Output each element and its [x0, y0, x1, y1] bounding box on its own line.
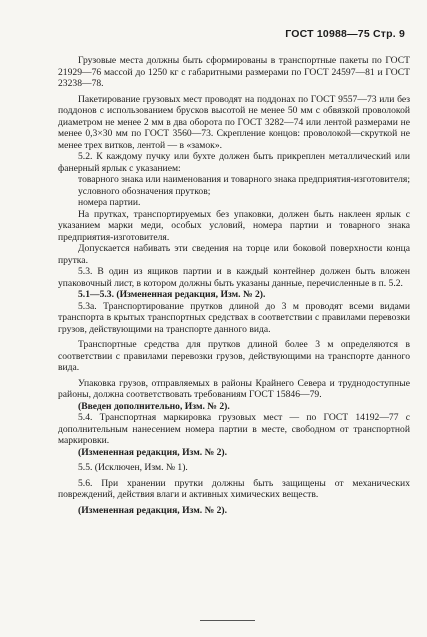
paragraph-unpacked: На прутках, транспортируемых без упаковки, должен быть наклеен ярлык с указанием марки меди, особых условий, номера партии и товарного знака предприятия-изготовителя. [58, 208, 410, 243]
paragraph-5-5: 5.5. (Исключен, Изм. № 1). [78, 462, 188, 473]
amendment-note-5-1-5-3: 5.1—5.3. (Измененная редакция, Изм. № 2). [78, 289, 266, 300]
paragraph-5-2: 5.2. К каждому пучку или бухте должен быть прикреплен металлический или фанерный ярлык с указанием: [58, 151, 410, 174]
paragraph-batch-number: номера партии. [78, 197, 141, 208]
footer-rule [200, 620, 255, 621]
paragraph-vehicles: Транспортные средства для прутков длиной более 3 м определяются в соответствии с правилами перевозки грузов, действующими на транспорте данного вида. [58, 339, 410, 373]
paragraph-5-6: 5.6. При хранении прутки должны быть защищены от механических повреждений, действия влаги и активных химических веществ. [58, 477, 410, 500]
paragraph-designation: условного обозначения прутков; [78, 185, 211, 197]
paragraph-packaging: Пакетирование грузовых мест проводят на поддонах по ГОСТ 9557—73 или без поддонов с использованием брусков высотой не менее 50 мм с обвязкой проволокой диаметром не менее 2 мм в два оборота по ГОСТ 3282—74 или лентой размерами не менее 0,3×30 мм по ГОСТ 3560—73. Скрепление концов: проволокой—скруткой не менее трех витков, лентой — в «замок». [58, 93, 410, 151]
amendment-note-5-6: (Измененная редакция, Изм. № 2). [78, 504, 228, 516]
paragraph-cargo-packages: Грузовые места должны быть сформированы в транспортные пакеты по ГОСТ 21929—76 массой до 1250 кг с габаритными размерами по ГОСТ 24597—81 и ГОСТ 23238—78. [58, 55, 410, 89]
paragraph-5-3: 5.3. В один из ящиков партии и в каждый контейнер должен быть вложен упаковочный лист, в котором должны быть указаны данные, перечисленные в п. 5.2. [58, 266, 410, 289]
document-body [58, 55, 410, 516]
paragraph-5-4: 5.4. Транспортная маркировка грузовых мест — по ГОСТ 14192—77 с дополнительным нанесением номера партии в месте, свободном от транспортной маркировки. [58, 412, 410, 446]
paragraph-far-north: Упаковка грузов, отправляемых в районы Крайнего Севера и труднодоступные районы, должна соответствовать требованиям ГОСТ 15846—79. [58, 377, 410, 400]
page-header: ГОСТ 10988—75 Стр. 9 [285, 28, 405, 40]
amendment-note-5-4: (Измененная редакция, Изм. № 2). [78, 446, 228, 458]
amendment-note-added: (Введен дополнительно, Изм. № 2). [78, 400, 230, 412]
paragraph-stamping: Допускается набивать эти сведения на торце или боковой поверхности конца прутка. [58, 243, 410, 266]
paragraph-trademark: товарного знака или наименования и товарного знака предприятия-изготовителя; [78, 174, 410, 185]
paragraph-5-3a: 5.3а. Транспортирование прутков длиной до 3 м проводят всеми видами транспорта в крытых транспортных средствах в соответствии с правилами перевозки грузов, действующими на транспорте данного вида. [58, 300, 410, 335]
